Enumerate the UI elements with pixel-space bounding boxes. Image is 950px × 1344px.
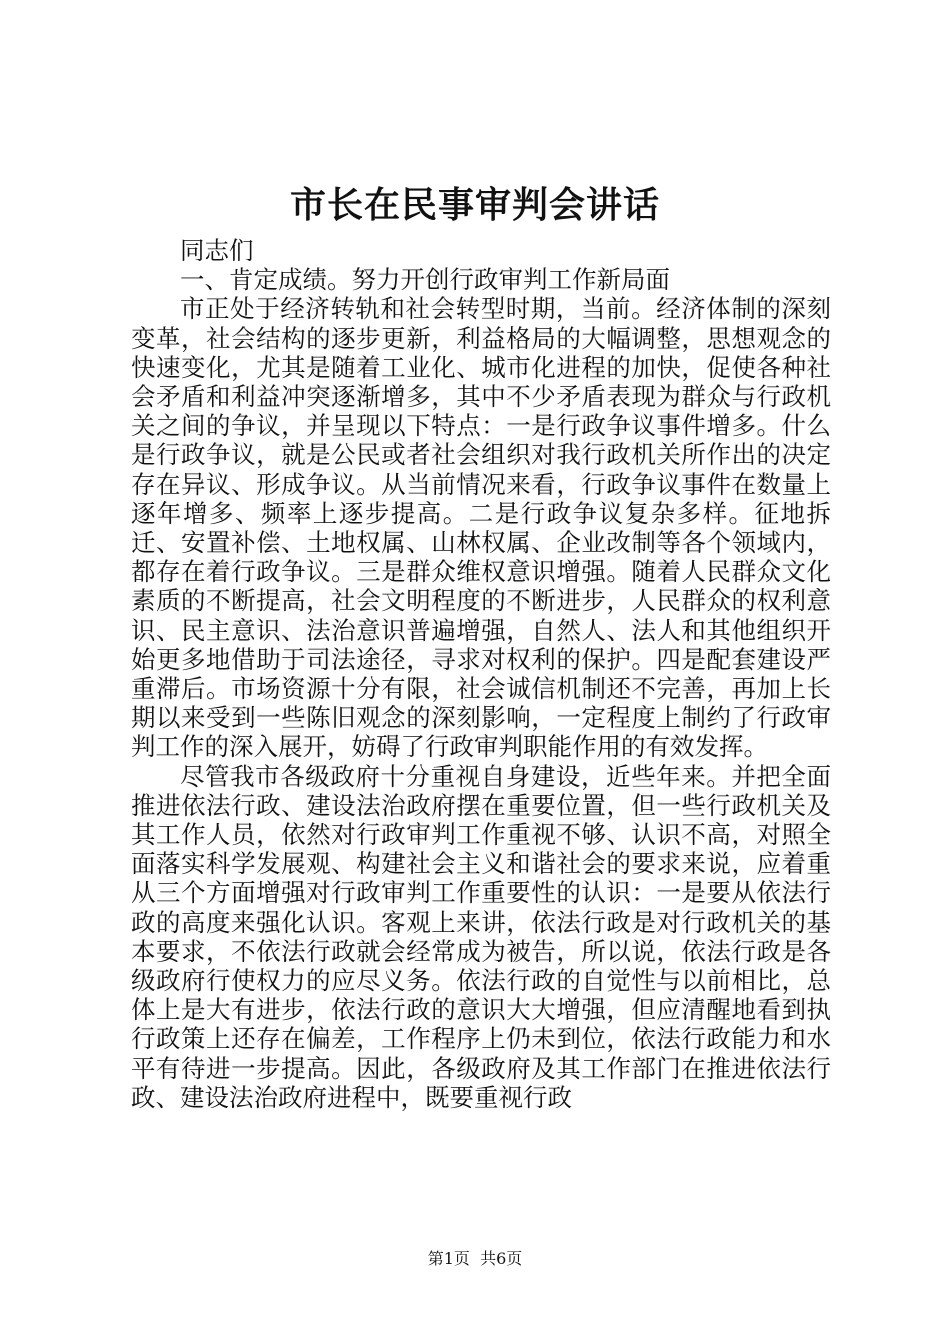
page-total: 共6页 bbox=[480, 1249, 523, 1268]
body-paragraph-1: 市正处于经济转轨和社会转型时期，当前。经济体制的深刻变革，社会结构的逐步更新，利益格局的大幅调整，思想观念的快速变化，尤其是随着工业化、城市化进程的加快，促使各种社会矛盾和利益冲突逐渐增多，其中不少矛盾表现为群众与行政机关之间的争议，并呈现以下特点：一是行政争议事件增多。什么是行政争议，就是公民或者社会组织对我行政机关所作出的决定存在异议、形成争议。从当前情况来看，行政争议事件在数量上逐年增多、频率上逐步提高。二是行政争议复杂多样。征地拆迁、安置补偿、土地权属、山林权属、企业改制等各个领域内，都存在着行政争议。三是群众维权意识增强。随着人民群众文化素质的不断提高，社会文明程度的不断进步，人民群众的权利意识、民主意识、法治意识普遍增强，自然人、法人和其他组织开始更多地借助于司法途径，寻求对权利的保护。四是配套建设严重滞后。市场资源十分有限，社会诚信机制还不完善，再加上长期以来受到一些陈旧观念的深刻影响，一定程度上制约了行政审判工作的深入展开，妨碍了行政审判职能作用的有效发挥。 bbox=[131, 294, 831, 762]
section-heading: 一、肯定成绩。努力开创行政审判工作新局面 bbox=[180, 265, 670, 295]
body-paragraph-2: 尽管我市各级政府十分重视自身建设，近些年来。并把全面推进依法行政、建设法治政府摆在重要位置，但一些行政机关及其工作人员，依然对行政审判工作重视不够、认识不高，对照全面落实科学发展观、构建社会主义和谐社会的要求来说，应着重从三个方面增强对行政审判工作重要性的认识：一是要从依法行政的高度来强化认识。客观上来讲，依法行政是对行政机关的基本要求，不依法行政就会经常成为被告，所以说，依法行政是各级政府行使权力的应尽义务。依法行政的自觉性与以前相比，总体上是大有进步，依法行政的意识大大增强，但应清醒地看到执行政策上还存在偏差，工作程序上仍未到位，依法行政能力和水平有待进一步提高。因此，各级政府及其工作部门在推进依法行政、建设法治政府进程中，既要重视行政 bbox=[131, 761, 831, 1112]
document-body bbox=[131, 236, 831, 1112]
page-footer bbox=[0, 1248, 950, 1270]
document-title: 市长在民事审判会讲话 bbox=[289, 185, 660, 226]
greeting: 同志们 bbox=[180, 236, 254, 265]
page-number: 第1页 bbox=[427, 1249, 470, 1268]
